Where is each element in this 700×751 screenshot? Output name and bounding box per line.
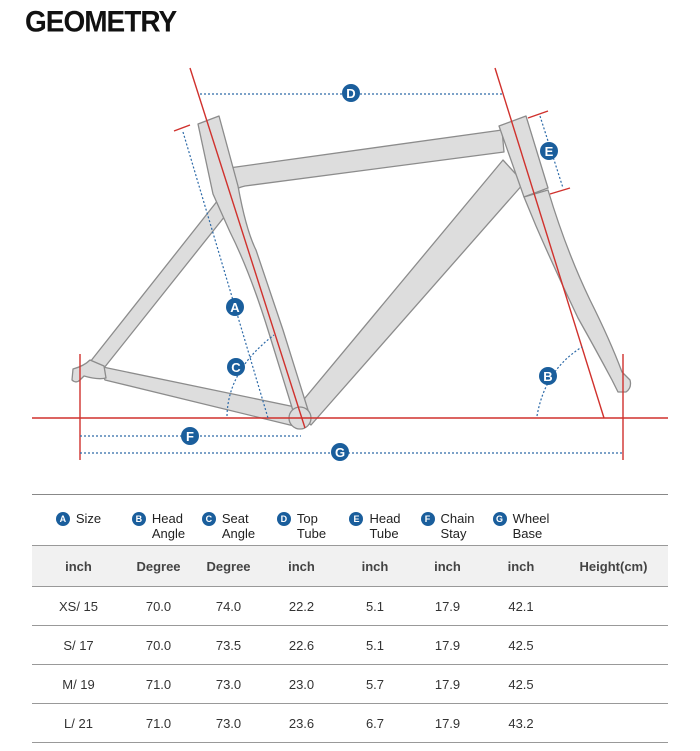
table-row	[32, 587, 668, 626]
value-cell: 23.0	[265, 665, 338, 704]
down-tube	[295, 160, 524, 425]
value-cell: 42.1	[483, 587, 559, 626]
value-cell	[559, 704, 668, 743]
badge-d-icon: D	[277, 512, 291, 526]
head-bottom-tick	[550, 188, 570, 194]
head-top-tick	[528, 111, 548, 118]
header-head-tube: E Head Tube	[338, 495, 412, 546]
table-row	[32, 665, 668, 704]
svg-text:B: B	[543, 369, 553, 384]
value-cell: 74.0	[192, 587, 265, 626]
value-cell: 70.0	[125, 626, 192, 665]
value-cell: 42.5	[483, 665, 559, 704]
value-cell: 17.9	[412, 587, 483, 626]
value-cell	[559, 587, 668, 626]
geometry-table	[32, 494, 668, 743]
chain-stay	[98, 366, 300, 426]
value-cell: 17.9	[412, 704, 483, 743]
svg-text:E: E	[544, 144, 554, 159]
value-cell: 5.1	[338, 626, 412, 665]
marker-b	[539, 367, 557, 385]
svg-text:D: D	[346, 86, 356, 101]
seat-top-tick	[174, 125, 190, 131]
value-cell: 42.5	[483, 626, 559, 665]
header-head-angle: B Head Angle	[125, 495, 192, 546]
badge-b-icon: B	[132, 512, 146, 526]
seat-stay	[90, 195, 233, 368]
table-header-row	[32, 495, 668, 546]
marker-d	[342, 84, 360, 102]
header-size: A Size	[32, 495, 125, 546]
value-cell: 70.0	[125, 587, 192, 626]
unit-cell: Degree	[192, 546, 265, 587]
unit-cell: inch	[338, 546, 412, 587]
value-cell: 73.5	[192, 626, 265, 665]
value-cell	[559, 626, 668, 665]
header-seat-angle: C Seat Angle	[192, 495, 265, 546]
seat-tube-axis	[190, 68, 305, 428]
svg-text:G: G	[334, 445, 346, 460]
table-row	[32, 626, 668, 665]
marker-c	[227, 358, 245, 376]
value-cell: 73.0	[192, 665, 265, 704]
marker-a	[226, 298, 244, 316]
fork	[524, 190, 631, 392]
units-row	[32, 546, 668, 587]
value-cell: 71.0	[125, 704, 192, 743]
steering-axis	[495, 68, 604, 418]
value-cell: 22.6	[265, 626, 338, 665]
top-tube	[229, 130, 504, 192]
size-cell: L/ 21	[32, 704, 125, 743]
svg-text:A: A	[230, 300, 240, 315]
badge-g-icon: G	[493, 512, 507, 526]
badge-e-icon: E	[349, 512, 363, 526]
value-cell: 43.2	[483, 704, 559, 743]
value-cell: 6.7	[338, 704, 412, 743]
table-row	[32, 704, 668, 743]
badge-a-icon: A	[56, 512, 70, 526]
value-cell: 17.9	[412, 626, 483, 665]
value-cell: 17.9	[412, 665, 483, 704]
size-cell: XS/ 15	[32, 587, 125, 626]
unit-cell: inch	[483, 546, 559, 587]
unit-cell: Degree	[125, 546, 192, 587]
unit-cell: inch	[32, 546, 125, 587]
page-title: GEOMETRY	[25, 5, 177, 38]
header-wheel-base: G Wheel Base	[483, 495, 559, 546]
unit-cell: inch	[412, 546, 483, 587]
value-cell: 23.6	[265, 704, 338, 743]
value-cell	[559, 665, 668, 704]
unit-cell: Height(cm)	[559, 546, 668, 587]
size-cell: S/ 17	[32, 626, 125, 665]
header-empty	[559, 495, 668, 546]
value-cell: 22.2	[265, 587, 338, 626]
header-top-tube: D Top Tube	[265, 495, 338, 546]
size-cell: M/ 19	[32, 665, 125, 704]
marker-f	[181, 427, 199, 445]
badge-c-icon: C	[202, 512, 216, 526]
svg-text:F: F	[186, 429, 194, 444]
badge-f-icon: F	[421, 512, 435, 526]
value-cell: 71.0	[125, 665, 192, 704]
value-cell: 73.0	[192, 704, 265, 743]
value-cell: 5.7	[338, 665, 412, 704]
marker-g	[331, 443, 349, 461]
marker-e	[540, 142, 558, 160]
unit-cell: inch	[265, 546, 338, 587]
value-cell: 5.1	[338, 587, 412, 626]
svg-text:C: C	[231, 360, 241, 375]
header-chain-stay: F Chain Stay	[412, 495, 483, 546]
frame-geometry-diagram	[0, 40, 700, 470]
